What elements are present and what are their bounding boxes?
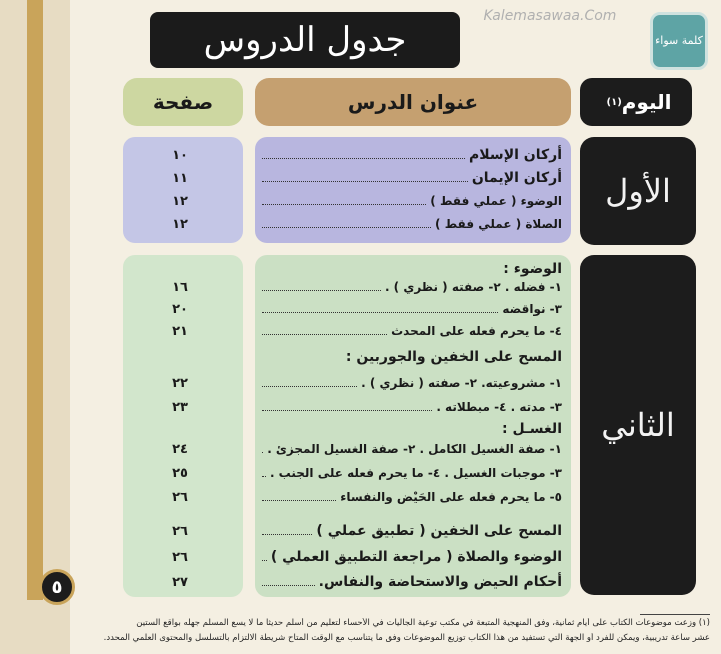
page-ref: ٢٦ xyxy=(172,523,188,539)
section-heading: الغسـل : xyxy=(502,421,562,437)
section-heading: الوضوء : xyxy=(503,261,562,277)
page-ref: ١٦ xyxy=(172,279,188,295)
lesson-row: الصلاة ( عملي فقط ) xyxy=(262,213,562,235)
page-ref: ١٢ xyxy=(172,216,188,232)
lesson-row: ٥- ما يحرم فعله على الحَيْض والنفساء xyxy=(262,486,562,508)
page-ref: ٢٧ xyxy=(172,574,188,590)
page-ref: ٢٠ xyxy=(172,301,188,317)
page-number: ٥ xyxy=(39,569,75,605)
page-ref: ١٢ xyxy=(172,193,188,209)
footnote-divider xyxy=(640,614,710,615)
left-gold-stripe xyxy=(27,0,43,600)
site-watermark: Kalemasawaa.Com xyxy=(483,8,617,24)
section-heading: المسح على الخفين والجوربين : xyxy=(345,349,562,365)
page-ref: ٢٦ xyxy=(172,549,188,565)
lesson-row: المسح على الخفين ( تطبيق عملي ) xyxy=(262,520,562,542)
column-header-page: صفحة xyxy=(123,78,243,126)
page-ref: ٢٤ xyxy=(172,441,188,457)
column-header-lesson: عنوان الدرس xyxy=(255,78,571,126)
day-label-first: الأول xyxy=(580,137,696,245)
lesson-row: الوضوء ( عملي فقط ) xyxy=(262,190,562,212)
footnote-line: (١) وزعت موضوعات الكتاب على أيام ثمانية، وفق المنهجية المتبعة في مكتب توعية الجاليات في الأحساء لتعليم من أسلم حديثا ما لا يسع المسلم جهله بواقع الستين xyxy=(136,618,710,628)
lesson-row: أركان الإسلام xyxy=(262,144,562,166)
lesson-row: ٣- موجبات الغسيل . ٤- ما يحرم فعله على الجنب . xyxy=(262,462,562,484)
lesson-row: أركان الإيمان xyxy=(262,167,562,189)
lesson-row: أحكام الحيض والاستحاضة والنفاس. xyxy=(262,571,562,593)
page-ref: ١٠ xyxy=(172,147,188,163)
lesson-row: ١- صفة الغسيل الكامل . ٢- صفة الغسيل المجزئ . xyxy=(262,438,562,460)
lesson-row: ١- مشروعيته. ٢- صفته ( نظري ) . xyxy=(262,372,562,394)
page-ref: ٢١ xyxy=(172,323,188,339)
page-ref: ١١ xyxy=(172,170,188,186)
footnote-marker: (١) xyxy=(606,96,622,108)
page-ref: ٢٥ xyxy=(172,465,188,481)
lesson-row: ٤- ما يحرم فعله على المحدث xyxy=(262,320,562,342)
lesson-row: ٣- مدته . ٤- مبطلاته . xyxy=(262,396,562,418)
day-label-second: الثاني xyxy=(580,255,696,595)
footnote-line: عشر ساعة تدريبية، ويمكن للفرد أو الجهة التي تستفيد من هذا الكتاب توزيع الموضوعات وفق ما يتناسب مع الوقت المتاح شريطة الالتزام بالتسلسل والمحتوى العلمي المحدد. xyxy=(103,633,710,643)
page-ref: ٢٢ xyxy=(172,375,188,391)
lesson-row: ٣- نواقضه xyxy=(262,298,562,320)
lesson-row: ١- فضله . ٢- صفته ( نظري ) . xyxy=(262,276,562,298)
page-ref: ٢٣ xyxy=(172,399,188,415)
column-header-day xyxy=(580,78,692,126)
page-title: جدول الدروس xyxy=(203,20,407,60)
lesson-row: الوضوء والصلاة ( مراجعة التطبيق العملي ) xyxy=(262,546,562,568)
logo: كلمة سواء xyxy=(650,12,708,70)
page-ref: ٢٦ xyxy=(172,489,188,505)
column-header-day-label: اليوم xyxy=(621,90,672,114)
